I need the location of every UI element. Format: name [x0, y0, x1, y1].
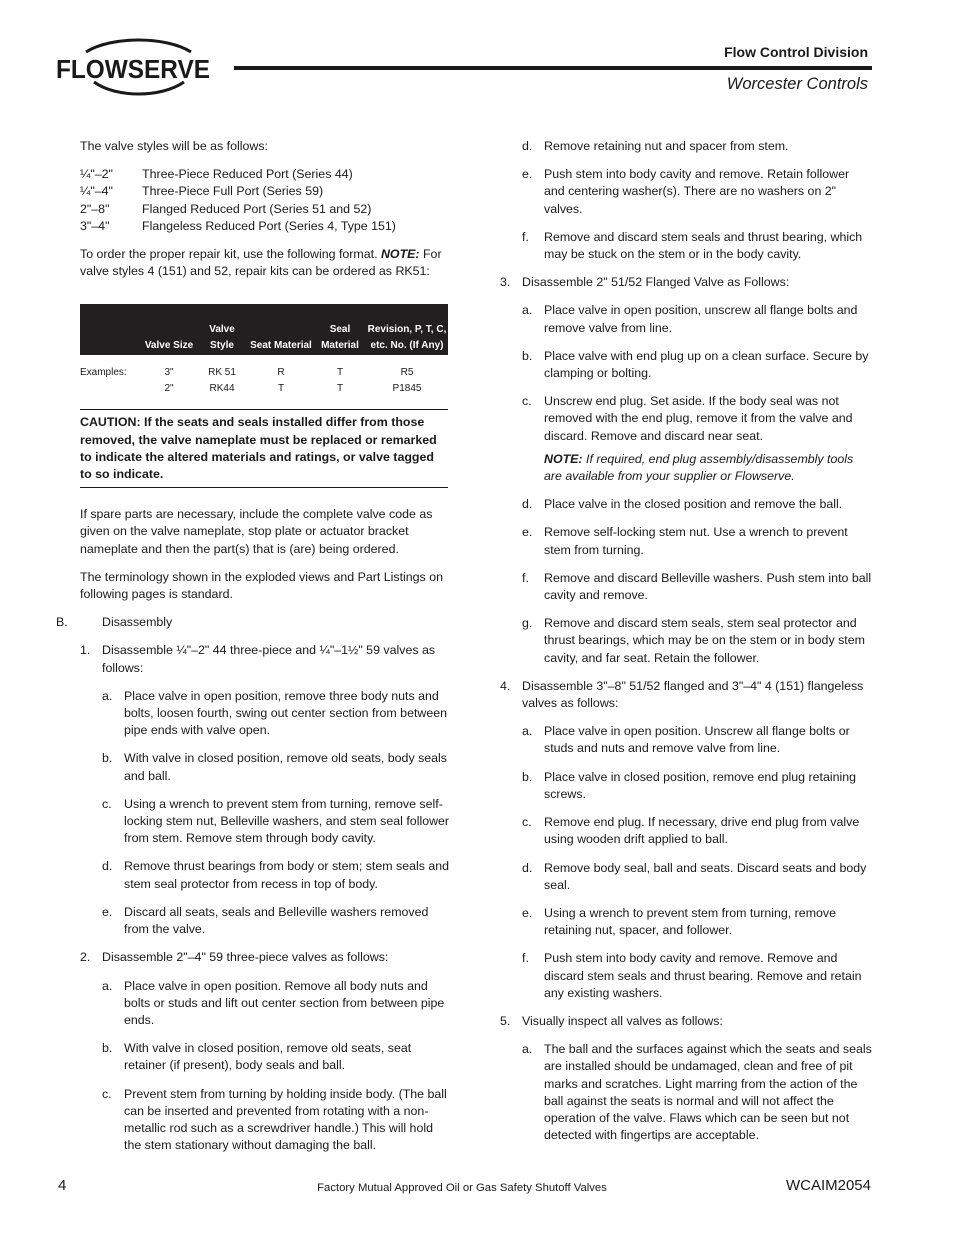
step-5-items [522, 1041, 872, 1144]
order-instructions: To order the proper repair kit, use the following format. NOTE: For valve styles 4 (151) and 52, repair kits can be ordered as RK51: [80, 247, 442, 279]
document-id: WCAIM2054 [785, 1177, 871, 1194]
caution-box: CAUTION: If the seats and seals installed differ from those removed, the valve nameplate must be replaced or remarked to indicate the altered materials and ratings, or valve tagged to so indicate. [80, 409, 448, 488]
spare-parts-text: If spare parts are necessary, include the complete valve code as given on the valve nameplate, stop plate or actuator bracket nameplate and then the part(s) that is (are) being ordered. [80, 507, 433, 556]
step-2-continued-items [522, 138, 872, 263]
list-item: b. Place valve in closed position, remove end plug retaining screws. [522, 769, 857, 801]
valve-style-row: ¼"–4" Three-Piece Full Port (Series 59) [80, 184, 324, 199]
list-item: e. Discard all seats, seals and Belleville washers removed from the valve. [102, 904, 429, 937]
table-row: 2" RK44 T T P1845 [164, 383, 422, 395]
list-item: d. Remove body seal, ball and seats. Discard seats and body seal. [522, 860, 867, 892]
step-2: 2. Disassemble 2"–4" 59 three-piece valves as follows: [80, 950, 389, 965]
flowserve-logo [56, 38, 216, 100]
valve-style-list [80, 166, 450, 235]
list-item: a. Place valve in open position. Remove all body nuts and bolts or studs and lift out center section from between pipe ends. [102, 978, 445, 1027]
step-4: 4. Disassemble 3"–8" 51/52 flanged and 3"–4" 4 (151) flangeless valves as follows: [500, 678, 864, 711]
list-item: c. Using a wrench to prevent stem from turning, remove self-locking stem nut, Belleville washers, and stem seal follower from stem. Remove stem through body cavity. [102, 796, 450, 846]
list-item: b. Place valve with end plug up on a clean surface. Secure by clamping or bolting. [522, 348, 869, 381]
list-item: a. Place valve in open position, remove three body nuts and bolts, loosen fourth, swing out center section from between pipe ends with valve open. [102, 688, 448, 738]
step-1-items [102, 688, 450, 938]
step-5: 5. Visually inspect all valves as follows: [500, 1013, 723, 1028]
table-row: Examples: 3" RK 51 R T R5 [80, 367, 414, 379]
terminology-text: The terminology shown in the exploded views and Part Listings on following pages is standard. [80, 569, 443, 602]
list-item: e. Remove self-locking stem nut. Use a wrench to prevent stem from turning. [522, 525, 848, 557]
list-item: c. Remove end plug. If necessary, drive end plug from valve using wooden drift applied to ball. [522, 815, 860, 847]
list-item: d. Remove retaining nut and spacer from stem. [522, 139, 789, 153]
list-item: a. Place valve in open position. Unscrew all flange bolts or studs and nuts and remove valve from line. [522, 724, 850, 756]
list-item: f. Remove and discard stem seals and thrust bearing, which may be stuck on the stem or in the body cavity. [522, 229, 863, 262]
list-item: a. The ball and the surfaces against which the seats and seals are installed should be undamaged, clean and free of pit marks and scratches. Light marring from the action of the ball against the seats is normal and will not affect the operation of the valve. Flaws which can be seen but not detected with fingertips are acceptable. [522, 1042, 872, 1143]
list-item: f. Push stem into body cavity and remove. Remove and discard stem seals and thrust bearing. Remove and retain any existing washers. [522, 951, 862, 1000]
table-header: Valve Size Valve Style Seat Material Seal Material Revision, P, T, C, etc. No. (If Any) [80, 304, 448, 355]
list-item: d. Remove thrust bearings from body or stem; stem seals and stem seal protector from recess in top of body. [102, 859, 450, 891]
right-column [500, 138, 872, 1155]
intro-text: The valve styles will be as follows: [80, 139, 268, 153]
header-rule [234, 66, 872, 70]
step-1: 1. Disassemble ¼"–2" 44 three-piece and ¼"–1½" 59 valves as follows: [80, 643, 436, 675]
list-item: g. Remove and discard stem seals, stem seal protector and thrust bearings, which may be on the stem or in body stem cavity, and far seat. Retain the follower. [522, 616, 865, 665]
brand-title: Worcester Controls [726, 75, 868, 93]
valve-style-row: 2"–8" Flanged Reduced Port (Series 51 and 52) [80, 201, 372, 216]
step-2-items [102, 978, 450, 1155]
list-item: d. Place valve in the closed position and remove the ball. [522, 497, 843, 512]
left-column [56, 138, 450, 1165]
table-body [80, 355, 448, 397]
page-number: 4 [58, 1177, 67, 1194]
logo-text: FLOWSERVE [56, 56, 210, 84]
list-item: b. With valve in closed position, remove old seats, seat retainer (if present), body seals and ball. [102, 1041, 412, 1073]
step-3-note: NOTE: If required, end plug assembly/disassembly tools are available from your supplier or Flowserve. [544, 451, 854, 484]
list-item: e. Push stem into body cavity and remove. Retain follower and centering washer(s). There are no washers on 2" valves. [522, 167, 850, 216]
list-item: c. Prevent stem from turning by holding inside body. (The ball can be inserted and prevented from rotating with a non-metallic rod such as a screwdriver handle.) This will hold the stem stationary without damaging the ball. [102, 1086, 447, 1153]
list-item: e. Using a wrench to prevent stem from turning, remove retaining nut, spacer, and follower. [522, 905, 836, 938]
list-item: b. With valve in closed position, remove old seats, body seals and ball. [102, 751, 448, 783]
list-item: a. Place valve in open position, unscrew all flange bolts and remove valve from line. [522, 303, 858, 335]
list-item: f. Remove and discard Belleville washers. Push stem into ball cavity and remove. [522, 570, 872, 603]
footer-title: Factory Mutual Approved Oil or Gas Safety Shutoff Valves [317, 1182, 607, 1194]
list-item: c. Unscrew end plug. Set aside. If the body seal was not removed with the end plug, remove it from the valve and discard. Remove and discard near seat. [522, 394, 853, 443]
section-b-heading: B. Disassembly [56, 615, 173, 630]
step-3: 3. Disassemble 2" 51/52 Flanged Valve as Follows: [500, 275, 790, 290]
step-4-items [522, 723, 872, 1002]
valve-style-row: ¼"–2" Three-Piece Reduced Port (Series 44) [80, 167, 353, 182]
division-title: Flow Control Division [724, 44, 868, 60]
step-3-items [522, 302, 872, 666]
valve-style-row: 3"–4" Flangeless Reduced Port (Series 4, Type 151) [80, 218, 396, 233]
repair-kit-table [80, 304, 448, 397]
